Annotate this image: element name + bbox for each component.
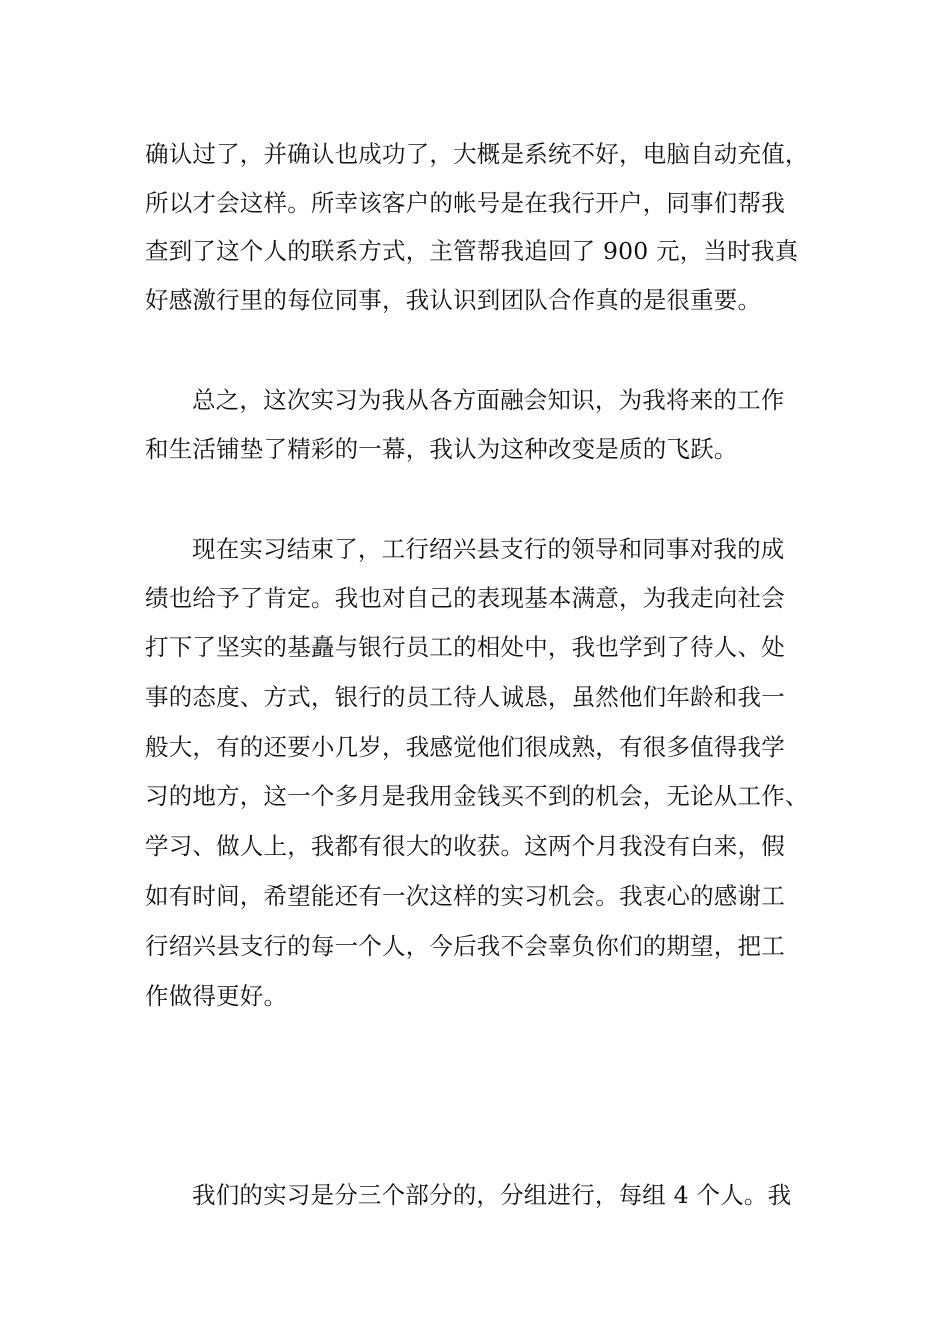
- paragraph-line: 总之，这次实习为我从各方面融会知识，为我将来的工作: [192, 386, 785, 414]
- paragraph-line: 查到了这个人的联系方式，主管帮我追回了 900 元，当时我真: [145, 237, 799, 265]
- paragraph-line: 和生活铺垫了精彩的一幕，我认为这种改变是质的飞跃。: [145, 435, 738, 463]
- paragraph-line: 事的态度、方式，银行的员工待人诚恳，虽然他们年龄和我一: [145, 683, 785, 711]
- paragraph-line: 现在实习结束了，工行绍兴县支行的领导和同事对我的成: [192, 535, 785, 563]
- paragraph-line: 打下了坚实的基矗与银行员工的相处中，我也学到了待人、处: [145, 633, 785, 661]
- paragraph-line: 行绍兴县支行的每一个人，今后我不会辜负你们的期望，把工: [145, 932, 785, 960]
- paragraph-line: 般大，有的还要小几岁，我感觉他们很成熟，有很多值得我学: [145, 733, 785, 761]
- paragraph-line: 习的地方，这一个多月是我用金钱买不到的机会，无论从工作、: [145, 782, 809, 810]
- paragraph-line: 作做得更好。: [145, 982, 288, 1010]
- paragraph-line: 绩也给予了肯定。我也对自己的表现基本满意，为我走向社会: [145, 584, 785, 612]
- paragraph-line: 好感激行里的每位同事，我认识到团队合作真的是很重要。: [145, 286, 762, 314]
- paragraph-line: 所以才会这样。所幸该客户的帐号是在我行开户，同事们帮我: [145, 189, 785, 217]
- paragraph-line: 学习、做人上，我都有很大的收获。这两个月我没有白来，假: [145, 832, 785, 860]
- paragraph-line: 确认过了，并确认也成功了，大概是系统不好，电脑自动充值，: [145, 140, 809, 168]
- paragraph-line: 如有时间，希望能还有一次这样的实习机会。我衷心的感谢工: [145, 882, 785, 910]
- paragraph-line: 我们的实习是分三个部分的，分组进行，每组 4 个人。我: [192, 1181, 792, 1209]
